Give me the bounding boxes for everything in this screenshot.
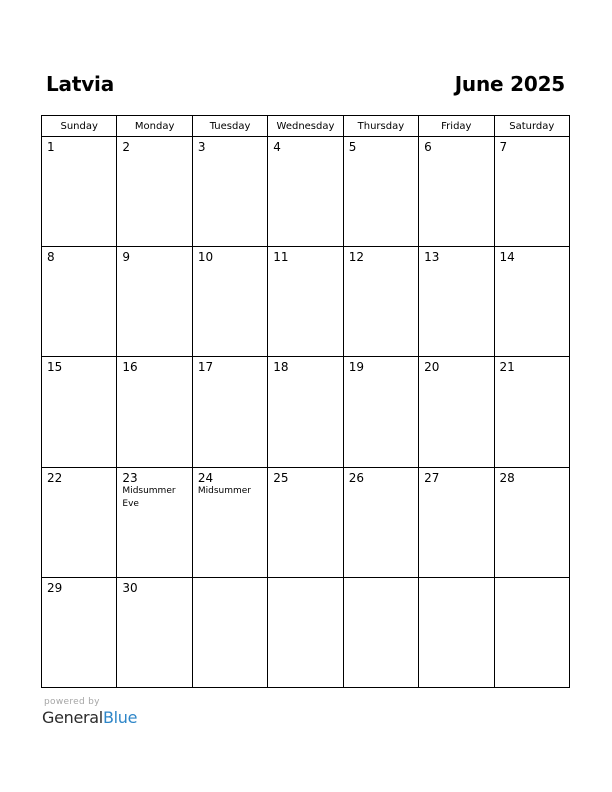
generalblue-logo[interactable] — [42, 708, 137, 727]
holiday-label: Midsummer Eve — [122, 485, 176, 509]
day-number: 25 — [273, 470, 289, 485]
day-number: 1 — [47, 140, 55, 154]
day-cell — [192, 357, 267, 467]
day-number: 9 — [122, 250, 131, 265]
day-number: 2 — [122, 140, 131, 154]
day-cell — [192, 137, 267, 247]
day-cell — [343, 467, 418, 577]
day-number: 24 — [197, 470, 214, 485]
day-cell — [419, 467, 494, 577]
week-row — [42, 577, 570, 687]
weekday-header-monday: Monday — [117, 116, 192, 137]
day-number: 5 — [348, 140, 357, 154]
day-number: 12 — [348, 250, 364, 265]
weekday-header-friday: Friday — [419, 116, 494, 137]
day-number: 16 — [122, 360, 138, 375]
day-number: 10 — [197, 250, 214, 265]
weekday-header-saturday: Saturday — [494, 116, 569, 137]
day-number: 13 — [424, 250, 440, 265]
day-number: 7 — [499, 140, 508, 154]
calendar-month-title: June 2025 — [454, 72, 565, 96]
day-number: 28 — [499, 470, 515, 485]
day-cell — [42, 577, 117, 687]
day-cell — [268, 467, 343, 577]
day-cell — [494, 247, 569, 357]
day-cell — [343, 247, 418, 357]
weekday-header-tuesday: Tuesday — [192, 116, 267, 137]
day-cell — [192, 577, 267, 687]
day-cell — [419, 137, 494, 247]
day-number: 26 — [348, 470, 364, 485]
day-number: 3 — [197, 140, 206, 154]
day-cell — [494, 577, 569, 687]
day-cell — [117, 577, 192, 687]
day-cell — [192, 467, 267, 577]
month-calendar-grid — [41, 115, 570, 688]
day-number: 20 — [424, 360, 440, 375]
day-number: 4 — [273, 140, 281, 154]
day-number: 6 — [424, 140, 432, 154]
day-cell — [494, 137, 569, 247]
day-cell — [419, 247, 494, 357]
day-number: 23 — [122, 470, 138, 485]
day-number: 17 — [197, 360, 214, 375]
weekday-header-wednesday: Wednesday — [268, 116, 343, 137]
weekday-header-row — [42, 116, 570, 137]
day-cell — [268, 577, 343, 687]
calendar-country-title: Latvia — [46, 72, 114, 96]
week-row — [42, 467, 570, 577]
day-cell — [494, 467, 569, 577]
day-cell — [117, 467, 192, 577]
day-number: 15 — [47, 360, 63, 375]
day-cell — [117, 247, 192, 357]
day-number: 21 — [499, 360, 515, 375]
day-number: 11 — [273, 250, 289, 265]
day-cell — [343, 137, 418, 247]
day-number: 30 — [122, 580, 138, 595]
day-number: 8 — [47, 250, 55, 265]
holiday-label: Midsummer — [197, 485, 251, 496]
brand-blue-text: Blue — [102, 708, 138, 727]
day-cell — [42, 467, 117, 577]
day-cell — [419, 357, 494, 467]
day-number: 18 — [273, 360, 289, 375]
day-number: 22 — [47, 470, 63, 485]
day-cell — [268, 137, 343, 247]
day-cell — [419, 577, 494, 687]
day-cell — [42, 357, 117, 467]
week-row — [42, 137, 570, 247]
week-row — [42, 357, 570, 467]
day-cell — [268, 357, 343, 467]
weekday-header-sunday: Sunday — [42, 116, 117, 137]
day-cell — [343, 357, 418, 467]
day-cell — [343, 577, 418, 687]
day-cell — [268, 247, 343, 357]
weekday-header-thursday: Thursday — [343, 116, 418, 137]
day-cell — [192, 247, 267, 357]
week-row — [42, 247, 570, 357]
day-cell — [494, 357, 569, 467]
day-number: 19 — [348, 360, 364, 375]
day-number: 27 — [424, 470, 440, 485]
day-cell — [42, 137, 117, 247]
day-cell — [117, 137, 192, 247]
powered-by-caption: powered by — [44, 697, 100, 707]
brand-general-text: General — [42, 708, 103, 727]
day-cell — [42, 247, 117, 357]
day-number: 29 — [47, 580, 63, 595]
day-cell — [117, 357, 192, 467]
day-number: 14 — [499, 250, 515, 265]
